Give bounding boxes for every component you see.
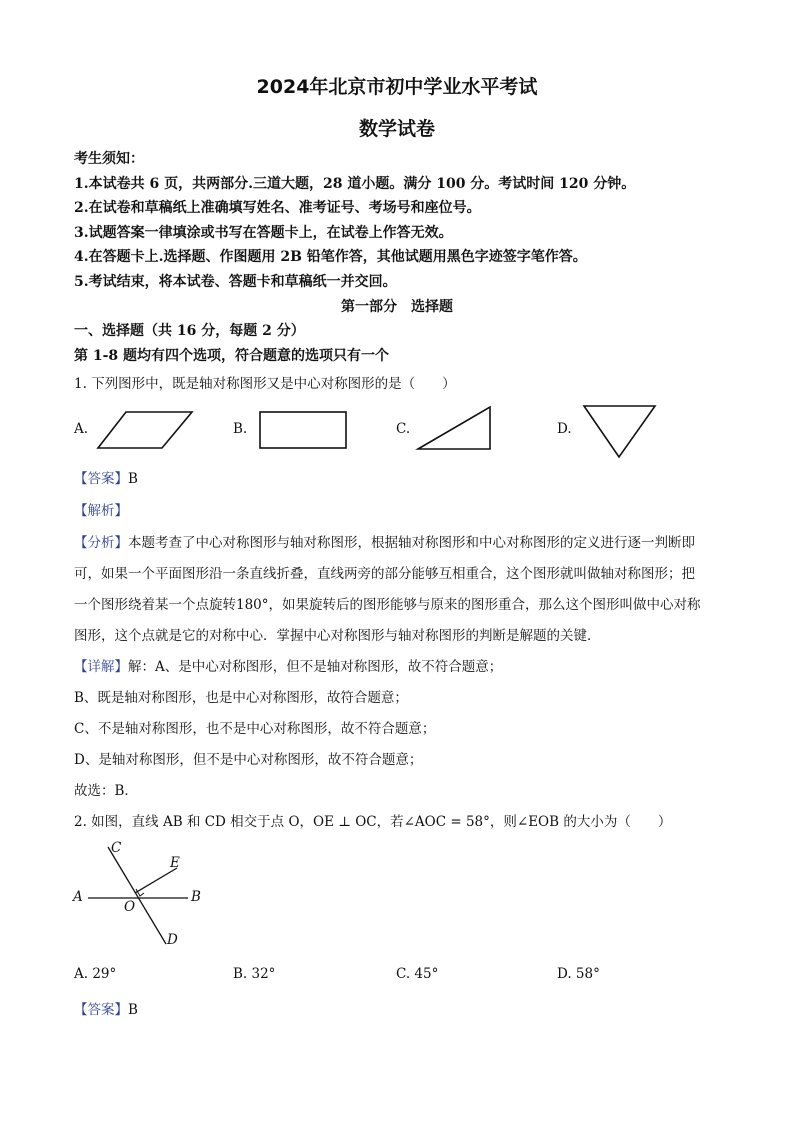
exam-subtitle: 数学试卷 (358, 118, 435, 140)
q1-option-a-label: A. (74, 421, 89, 437)
q2-stem: 2. 如图，直线 AB 和 CD 相交于点 O，OE ⊥ OC，若∠AOC = 58°，则∠EOB 的大小为（ ） (74, 814, 672, 830)
detail-line: D、是轴对称图形，但不是中心对称图形，故不符合题意； (74, 752, 423, 768)
notice-item: 3.试题答案一律填涂或书写在答题卡上，在试卷上作答无效。 (74, 225, 453, 241)
fenxi-tag: 【分析】 (74, 535, 128, 551)
point-a-label: A (73, 889, 83, 905)
notice-item: 5.考试结束，将本试卷、答题卡和草稿纸一并交回。 (74, 274, 397, 290)
point-e-label: E (170, 855, 180, 871)
q1-stem: 1. 下列图形中，既是轴对称图形又是中心对称图形的是（ ） (74, 376, 456, 392)
q2-option-d: D. 58° (557, 966, 600, 982)
q1-option-d-label: D. (557, 421, 572, 437)
q1-option-b-label: B. (233, 421, 248, 437)
fenxi-line: 一个图形绕着某一个点旋转180°，如果旋转后的图形能够与原来的图形重合，那么这个图形叫做中心对称 (74, 597, 701, 613)
point-b-label: B (191, 889, 201, 905)
rectangle-figure (258, 410, 350, 450)
notice-item: 1.本试卷共 6 页，共两部分.三道大题，28 道小题。满分 100 分。考试时间 120 分钟。 (74, 176, 636, 192)
q1-option-c-label: C. (396, 421, 411, 437)
parallelogram-figure (96, 410, 196, 450)
notice-item: 2.在试卷和草稿纸上准确填写姓名、准考证号、考场号和座位号。 (74, 200, 481, 216)
section-instruction: 第 1-8 题均有四个选项，符合题意的选项只有一个 (74, 348, 390, 364)
detail-text: 解：A、是中心对称图形，但不是轴对称图形，故不符合题意； (128, 659, 503, 675)
answer-value: B (128, 471, 138, 487)
point-c-label: C (111, 840, 122, 856)
detail-line (74, 655, 502, 675)
exam-title: 2024年北京市初中学业水平考试 (256, 76, 538, 98)
notice-heading: 考生须知： (74, 151, 144, 167)
fenxi-text: 本题考查了中心对称图形与轴对称图形，根据轴对称图形和中心对称图形的定义进行逐一判断即 (128, 535, 695, 551)
answer-tag: 【答案】 (74, 471, 128, 487)
q2-option-a: A. 29° (74, 966, 117, 982)
fenxi-line: 可，如果一个平面图形沿一条直线折叠，直线两旁的部分能够互相重合，这个图形就叫做轴对称图形；把 (74, 566, 695, 582)
q1-answer (74, 467, 138, 487)
section-heading: 一、选择题（共 16 分，每题 2 分） (74, 323, 305, 339)
detail-tag: 【详解】 (74, 659, 128, 675)
answer-tag: 【答案】 (74, 1002, 128, 1018)
inverted-triangle-figure (582, 404, 658, 460)
q2-option-c: C. 45° (396, 966, 439, 982)
answer-value: B (128, 1002, 138, 1018)
point-o-label: O (124, 899, 136, 915)
detail-line: C、不是轴对称图形，也不是中心对称图形，故不符合题意； (74, 721, 436, 737)
q2-option-b: B. 32° (233, 966, 276, 982)
detail-line: B、既是轴对称图形，也是中心对称图形，故符合题意； (74, 690, 408, 706)
analysis-tag: 【解析】 (74, 503, 128, 519)
notice-item: 4.在答题卡上.选择题、作图题用 2B 铅笔作答，其他试题用黑色字迹签字笔作答。 (74, 249, 587, 265)
q2-answer (74, 998, 138, 1018)
detail-line: 故选：B． (74, 783, 138, 799)
right-triangle-figure (416, 405, 494, 451)
part-title: 第一部分 选择题 (341, 299, 453, 315)
fenxi-line: 图形，这个点就是它的对称中心．掌握中心对称图形与轴对称图形的判断是解题的关键． (74, 628, 601, 644)
point-d-label: D (167, 932, 178, 948)
fenxi-line (74, 531, 695, 551)
